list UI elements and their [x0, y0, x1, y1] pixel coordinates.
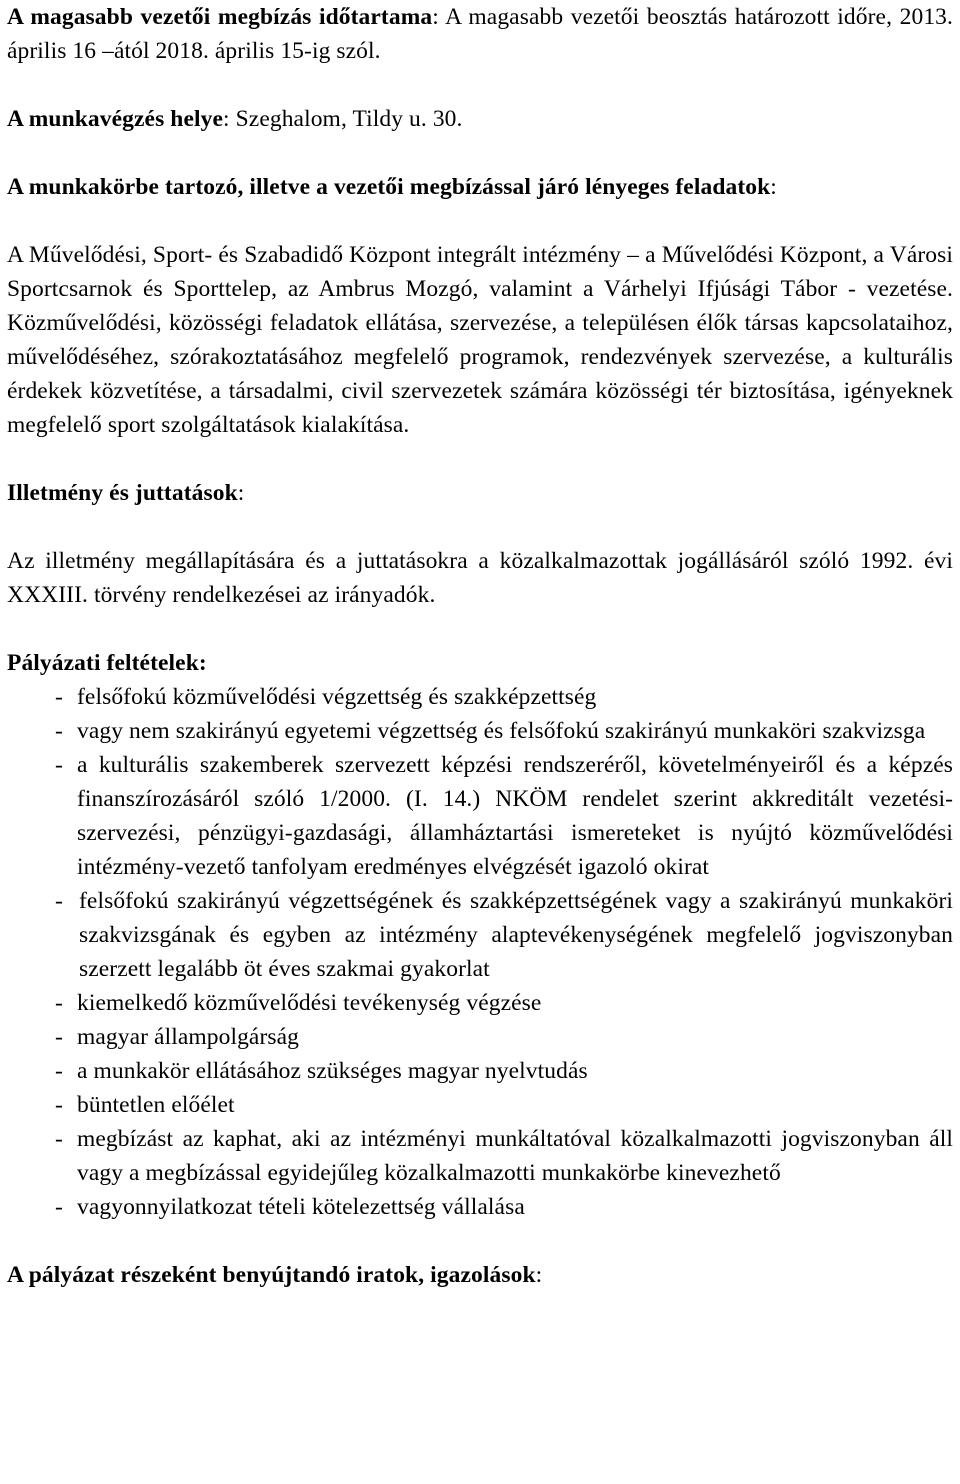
- duties-heading: [7, 170, 953, 204]
- list-item: - a kulturális szakemberek szervezett képzési rendszeréről, követelményeiről és a képzés finanszírozásáról szóló 1/2000. (I. 14.) NKÖM rendelet szerint akkreditált vezetési-szervezési, pénzügyi-gazdasági, államháztartási ismereteket is nyújtó közművelődési intézmény-vezető tanfolyam eredményes elvégzését igazoló okirat: [55, 748, 953, 884]
- requirements-label: Pályázati feltételek:: [7, 650, 207, 676]
- salary-label: Illetmény és juttatások: [7, 480, 238, 506]
- list-item: - megbízást az kaphat, aki az intézményi munkáltatóval közalkalmazotti jogviszonyban áll vagy a megbízással egyidejűleg közalkalmazotti munkakörbe kinevezhető: [55, 1122, 953, 1190]
- documents-label: A pályázat részeként benyújtandó iratok, igazolások: [7, 1262, 536, 1288]
- duties-label: A munkakörbe tartozó, illetve a vezetői megbízással járó lényeges feladatok: [7, 174, 771, 200]
- documents-colon: :: [535, 1262, 543, 1288]
- place-text: : Szeghalom, Tildy u. 30.: [223, 106, 463, 132]
- dash-bullet: -: [55, 718, 63, 744]
- documents-heading: [7, 1258, 953, 1292]
- list-item: - vagy nem szakirányú egyetemi végzettség és felsőfokú szakirányú munkaköri szakvizsga: [55, 714, 953, 748]
- term-paragraph: [7, 0, 953, 68]
- list-item: - felsőfokú szakirányú végzettségének és szakképzettségének vagy a szakirányú munkaköri szakvizsgának és egyben az intézmény alaptevékenységének megfelelő jogviszonyban szerzett legalább öt éves szakmai gyakorlat: [55, 884, 953, 986]
- list-item: - felsőfokú közművelődési végzettség és szakképzettség: [55, 680, 953, 714]
- dash-bullet: -: [55, 684, 63, 710]
- salary-heading: [7, 476, 953, 510]
- place-paragraph: [7, 102, 953, 136]
- place-label: A munkavégzés helye: [7, 106, 224, 132]
- duties-text: A Művelődési, Sport- és Szabadidő Központ integrált intézmény – a Művelődési Központ, a Városi Sportcsarnok és Sporttelep, az Ambrus Mozgó, valamint a Várhelyi Ifjúsági Tábor - vezetése. Közművelődési, közösségi feladatok ellátása, szervezése, a településen élők társas kapcsolataihoz, művelődéséhez, szórakoztatásához megfelelő programok, rendezvények szervezése, a kulturális érdekek közvetítése, a társadalmi, civil szervezetek számára közösségi tér biztosítása, igényeknek megfelelő sport szolgáltatások kialakítása.: [7, 242, 953, 438]
- term-label: A magasabb vezetői megbízás időtartama: [7, 4, 433, 30]
- salary-colon: :: [237, 480, 245, 506]
- dash-bullet: -: [55, 752, 63, 778]
- term-text: : A magasabb vezetői beosztás határozott időre, 2013. április 16 –ától 2018. április 15-ig szól.: [7, 4, 953, 64]
- salary-text: Az illetmény megállapítására és a juttatásokra a közalkalmazottak jogállásáról szóló 1992. évi XXXIII. törvény rendelkezései az irányadók.: [7, 548, 953, 608]
- list-item: - magyar állampolgárság: [55, 1020, 953, 1054]
- list-item: - büntetlen előélet: [55, 1088, 953, 1122]
- dash-bullet: -: [55, 1194, 63, 1220]
- requirements-heading: [7, 646, 953, 680]
- list-item: - vagyonnyilatkozat tételi kötelezettség vállalása: [55, 1190, 953, 1224]
- dash-bullet: -: [55, 888, 63, 914]
- dash-bullet: -: [55, 1024, 63, 1050]
- list-item: - kiemelkedő közművelődési tevékenység végzése: [55, 986, 953, 1020]
- duties-colon: :: [770, 174, 777, 200]
- dash-bullet: -: [55, 990, 63, 1016]
- requirements-list: [7, 680, 953, 1224]
- dash-bullet: -: [55, 1058, 63, 1084]
- dash-bullet: -: [55, 1126, 63, 1152]
- list-item: - a munkakör ellátásához szükséges magyar nyelvtudás: [55, 1054, 953, 1088]
- dash-bullet: -: [55, 1092, 63, 1118]
